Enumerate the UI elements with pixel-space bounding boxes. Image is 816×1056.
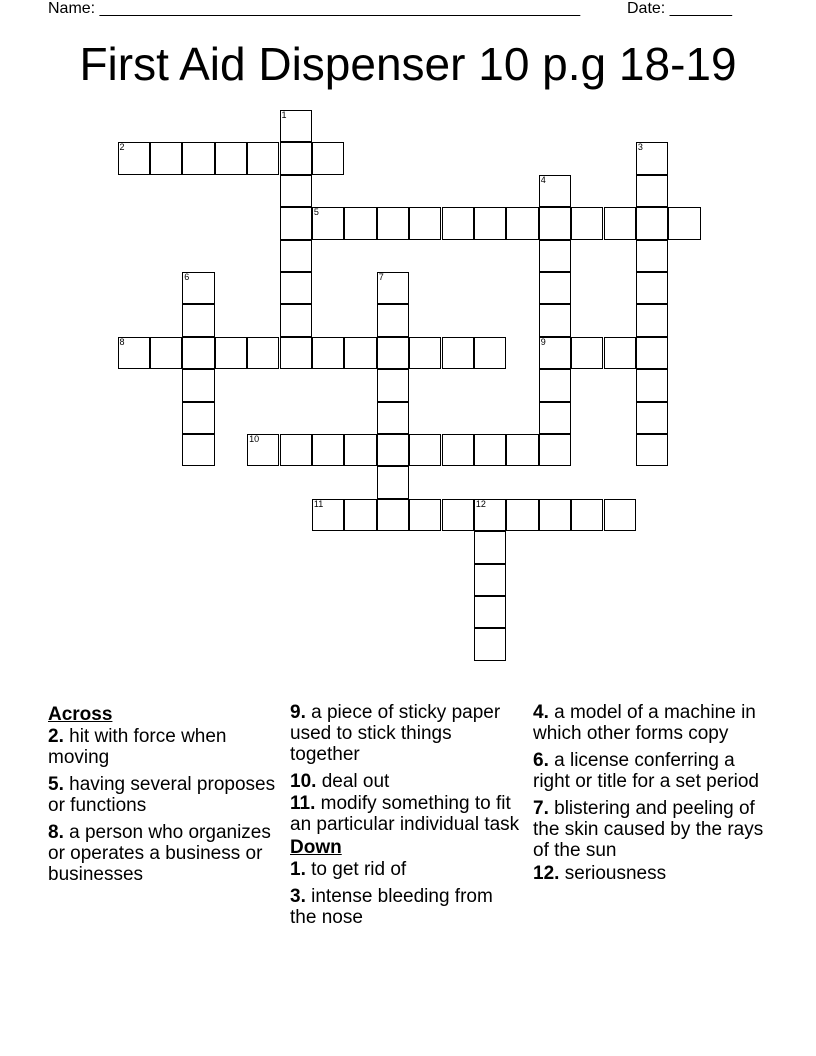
clue-number: 12. [533,863,560,884]
grid-cell[interactable] [182,434,214,466]
grid-cell[interactable] [280,110,312,142]
grid-cell[interactable] [539,369,571,401]
grid-cell[interactable] [280,434,312,466]
grid-cell[interactable] [636,272,668,304]
grid-cell[interactable] [118,337,150,369]
clue-down-3 [290,886,522,928]
grid-cell[interactable] [474,337,506,369]
clue-text: deal out [316,771,390,792]
cell-number: 5 [313,207,319,218]
grid-cell[interactable] [506,207,538,239]
clue-number: 4. [533,702,549,723]
grid-cell[interactable] [280,304,312,336]
grid-cell[interactable] [636,434,668,466]
clue-number: 7. [533,798,549,819]
grid-cell[interactable] [409,434,441,466]
grid-cell[interactable] [182,142,214,174]
grid-cell[interactable] [182,369,214,401]
grid-cell[interactable] [474,596,506,628]
grid-cell[interactable] [442,337,474,369]
clue-across-2 [48,726,280,768]
across-heading: Across [48,704,113,725]
clue-down-6 [533,750,765,792]
clue-down-4 [533,702,765,744]
down-heading: Down [290,837,342,858]
clue-across-8 [48,822,280,885]
grid-cell[interactable] [377,369,409,401]
grid-cell[interactable] [377,304,409,336]
grid-cell[interactable] [474,564,506,596]
grid-cell[interactable] [506,499,538,531]
clue-number: 10. [290,771,317,792]
clue-number: 11. [290,793,316,814]
grid-cell[interactable] [118,142,150,174]
grid-cell[interactable] [506,434,538,466]
cell-number: 8 [119,336,125,347]
grid-cell[interactable] [604,207,636,239]
grid-cell[interactable] [571,207,603,239]
grid-cell[interactable] [182,272,214,304]
clue-text: hit with force when moving [48,726,227,768]
grid-cell[interactable] [280,337,312,369]
clue-across-9 [290,702,522,765]
grid-cell[interactable] [247,337,279,369]
grid-cell[interactable] [474,531,506,563]
cell-number: 11 [313,498,324,509]
grid-cell[interactable] [636,175,668,207]
grid-cell[interactable] [409,499,441,531]
clue-text: blistering and peeling of the skin caused by the rays of the sun [533,798,764,861]
cell-number: 9 [540,336,546,347]
grid-cell[interactable] [150,337,182,369]
grid-cell[interactable] [312,499,344,531]
grid-cell[interactable] [377,402,409,434]
grid-cell[interactable] [636,240,668,272]
clue-text: a license conferring a right or title for a set period [533,750,759,792]
grid-cell[interactable] [312,207,344,239]
clue-text: a piece of sticky paper used to stick things together [290,702,501,765]
grid-cell[interactable] [247,142,279,174]
grid-cell[interactable] [539,240,571,272]
clue-number: 5. [48,774,64,795]
grid-cell[interactable] [474,628,506,660]
grid-cell[interactable] [636,207,668,239]
grid-cell[interactable] [280,207,312,239]
date-field-label: Date: _______ [627,0,732,17]
grid-cell[interactable] [442,207,474,239]
grid-cell[interactable] [474,207,506,239]
grid-cell[interactable] [377,207,409,239]
grid-cell[interactable] [182,304,214,336]
clue-number: 6. [533,750,549,771]
grid-cell[interactable] [377,272,409,304]
grid-cell[interactable] [539,499,571,531]
grid-cell[interactable] [280,175,312,207]
grid-cell[interactable] [539,337,571,369]
grid-cell[interactable] [636,402,668,434]
clue-column-3 [533,702,765,890]
grid-cell[interactable] [280,240,312,272]
grid-cell[interactable] [344,434,376,466]
grid-cell[interactable] [247,434,279,466]
clue-text: to get rid of [305,859,407,880]
grid-cell[interactable] [604,337,636,369]
cell-number: 6 [184,272,190,282]
clue-text: intense bleeding from the nose [290,886,493,928]
clue-column-2 [290,702,522,934]
clue-down-12 [533,863,765,884]
grid-cell[interactable] [636,142,668,174]
clue-text: seriousness [559,863,667,884]
clue-number: 1. [290,859,306,880]
grid-cell[interactable] [636,304,668,336]
grid-cell[interactable] [312,434,344,466]
cell-number: 12 [475,498,486,509]
cell-number: 10 [249,434,260,444]
grid-cell[interactable] [150,142,182,174]
grid-cell[interactable] [409,337,441,369]
grid-cell[interactable] [377,434,409,466]
clue-text: a model of a machine in which other forms copy [533,702,756,744]
clue-down-7 [533,798,765,861]
clue-number: 2. [48,726,64,747]
grid-cell[interactable] [215,142,247,174]
grid-cell[interactable] [312,142,344,174]
cell-number: 7 [378,272,384,282]
grid-cell[interactable] [539,402,571,434]
grid-cell[interactable] [668,207,700,239]
grid-cell[interactable] [571,337,603,369]
grid-cell[interactable] [377,466,409,498]
grid-cell[interactable] [474,499,506,531]
clue-number: 3. [290,886,306,907]
grid-cell[interactable] [636,337,668,369]
grid-cell[interactable] [571,499,603,531]
cell-number: 1 [281,110,287,120]
grid-cell[interactable] [604,499,636,531]
grid-cell[interactable] [539,304,571,336]
grid-cell[interactable] [377,499,409,531]
grid-cell[interactable] [280,142,312,174]
grid-cell[interactable] [280,272,312,304]
clue-number: 9. [290,702,306,723]
name-field-label: Name: ______________________________________________________ [48,0,581,17]
grid-cell[interactable] [539,434,571,466]
grid-cell[interactable] [377,337,409,369]
grid-cell[interactable] [344,499,376,531]
clue-down-1 [290,859,522,880]
grid-cell[interactable] [539,175,571,207]
grid-cell[interactable] [312,337,344,369]
grid-cell[interactable] [539,272,571,304]
clue-text: modify something to fit an particular individual task [290,793,520,835]
page-title: First Aid Dispenser 10 p.g 18-19 [79,38,737,90]
grid-cell[interactable] [409,207,441,239]
cell-number: 4 [540,174,546,185]
grid-cell[interactable] [636,369,668,401]
clue-across-10 [290,771,522,792]
clue-number: 8. [48,822,64,843]
cell-number: 2 [119,142,125,153]
grid-cell[interactable] [539,207,571,239]
grid-cell[interactable] [442,499,474,531]
grid-cell[interactable] [344,337,376,369]
grid-cell[interactable] [215,337,247,369]
grid-cell[interactable] [182,402,214,434]
clue-across-11 [290,793,522,835]
grid-cell[interactable] [182,337,214,369]
clue-across-5 [48,774,280,816]
clue-text: a person who organizes or operates a business or businesses [48,822,271,885]
grid-cell[interactable] [474,434,506,466]
clue-text: having several proposes or functions [48,774,276,816]
clue-column-1 [48,702,280,891]
grid-cell[interactable] [344,207,376,239]
grid-cell[interactable] [442,434,474,466]
cell-number: 3 [637,142,643,153]
